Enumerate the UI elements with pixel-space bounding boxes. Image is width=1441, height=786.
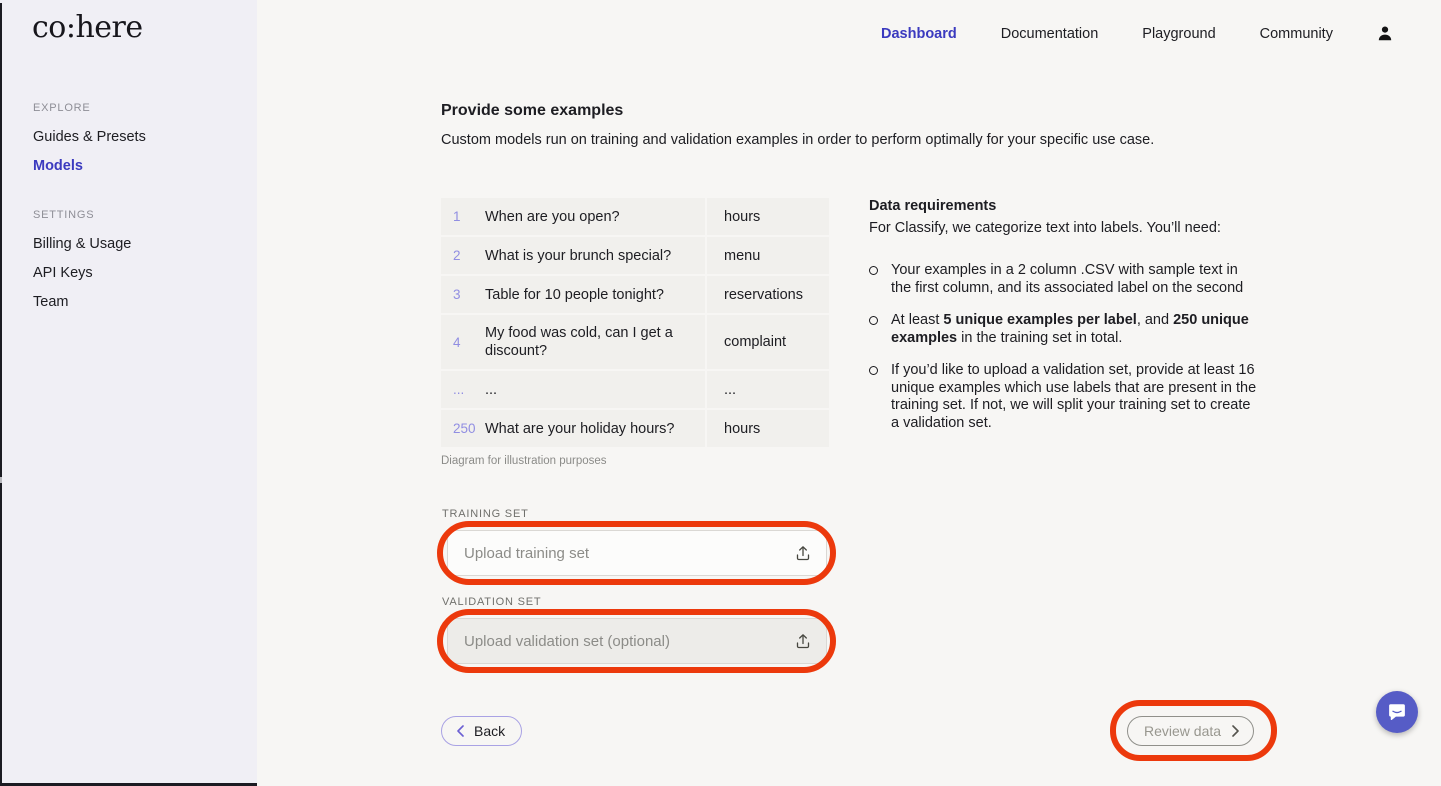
chevron-right-icon [1231,725,1240,737]
row-label: complaint [724,334,787,350]
sidebar [0,0,257,783]
back-button[interactable] [441,716,522,746]
row-example-text: Table for 10 people tonight? [485,286,664,303]
nav-item-community[interactable]: Community [1259,25,1333,42]
row-example-text: ... [485,381,498,398]
table-row [441,276,829,313]
row-number: 3 [453,287,461,302]
row-label: reservations [724,286,803,303]
nav-items [881,26,1333,42]
review-data-button[interactable] [1127,716,1254,746]
row-number: 1 [453,209,461,224]
bullet-circle-icon [869,366,878,375]
row-example-text: When are you open? [485,208,620,225]
table-row [441,315,829,369]
training-set-upload-field[interactable] [447,530,827,576]
user-avatar-icon[interactable] [1377,25,1393,42]
training-set-input[interactable] [448,545,794,562]
row-label: hours [724,208,761,225]
validation-set-input[interactable] [448,633,794,650]
intercom-chat-icon [1386,701,1408,723]
row-example-text: What is your brunch special? [485,247,672,264]
page-title: Provide some examples [441,102,624,119]
upload-icon[interactable] [794,632,812,650]
requirements-intro: For Classify, we categorize text into labels. You’ll need: [869,220,1221,236]
requirement-bullet [869,262,1261,297]
intercom-chat-button[interactable] [1376,691,1418,733]
requirement-bullet [869,312,1261,347]
requirements-title: Data requirements [869,198,997,214]
window-left-edge [0,3,2,786]
table-row [441,198,829,235]
upload-icon[interactable] [794,544,812,562]
table-caption: Diagram for illustration purposes [441,455,607,467]
data-requirements [869,197,1261,447]
requirement-text: If you’d like to upload a validation set, provide at least 16 unique examples which use labels that are present in the training set. If not, we will split your training set to create a validation set. [891,362,1257,431]
row-label: hours [724,420,761,437]
back-button-label: Back [474,723,506,739]
sidebar-item-guides-presets[interactable]: Guides & Presets [33,129,146,145]
row-label: ... [724,381,737,398]
chevron-left-icon [456,725,465,737]
sidebar-item-billing-usage[interactable]: Billing & Usage [33,236,132,252]
nav-item-dashboard[interactable]: Dashboard [881,25,957,42]
page-subtitle: Custom models run on training and validation examples in order to perform optimally for your specific use case. [441,132,1155,148]
sidebar-section [33,102,233,174]
requirement-bullet [869,362,1261,432]
sidebar-item-api-keys[interactable]: API Keys [33,265,93,281]
review-data-button-label: Review data [1144,723,1222,739]
sidebar-section-title: SETTINGS [33,209,95,221]
sidebar-sections [33,102,233,345]
sidebar-item-models[interactable]: Models [33,158,83,174]
table-row [441,410,829,447]
table-row [441,371,829,408]
examples-table [441,198,829,467]
sidebar-item-team[interactable]: Team [33,294,69,310]
table-row [441,237,829,274]
requirement-text: Your examples in a 2 column .CSV with sample text in the first column, and its associated label on the second [891,262,1244,296]
row-number: ... [453,382,465,397]
row-label: menu [724,247,761,264]
training-set-label: TRAINING SET [442,508,529,520]
row-number: 4 [453,334,461,350]
cohere-logo[interactable]: co:here [32,10,143,45]
row-example-text: What are your holiday hours? [485,420,675,437]
validation-set-upload-field[interactable] [447,618,827,664]
row-number: 2 [453,248,461,263]
sidebar-section [33,209,233,310]
requirements-bullets [869,262,1261,432]
top-navigation [881,0,1393,67]
bullet-circle-icon [869,266,878,275]
row-example-text: My food was cold, can I get a discount? [485,325,673,359]
window-edge-notch [0,477,2,483]
examples-rows [441,198,829,447]
nav-item-documentation[interactable]: Documentation [1000,25,1099,42]
nav-item-playground[interactable]: Playground [1142,25,1216,42]
bullet-circle-icon [869,316,878,325]
validation-set-label: VALIDATION SET [442,596,542,608]
sidebar-section-title: EXPLORE [33,102,91,114]
row-number: 250 [453,421,476,436]
requirement-text: At least 5 unique examples per label, and 250 unique examples in the training set in total. [891,312,1249,346]
